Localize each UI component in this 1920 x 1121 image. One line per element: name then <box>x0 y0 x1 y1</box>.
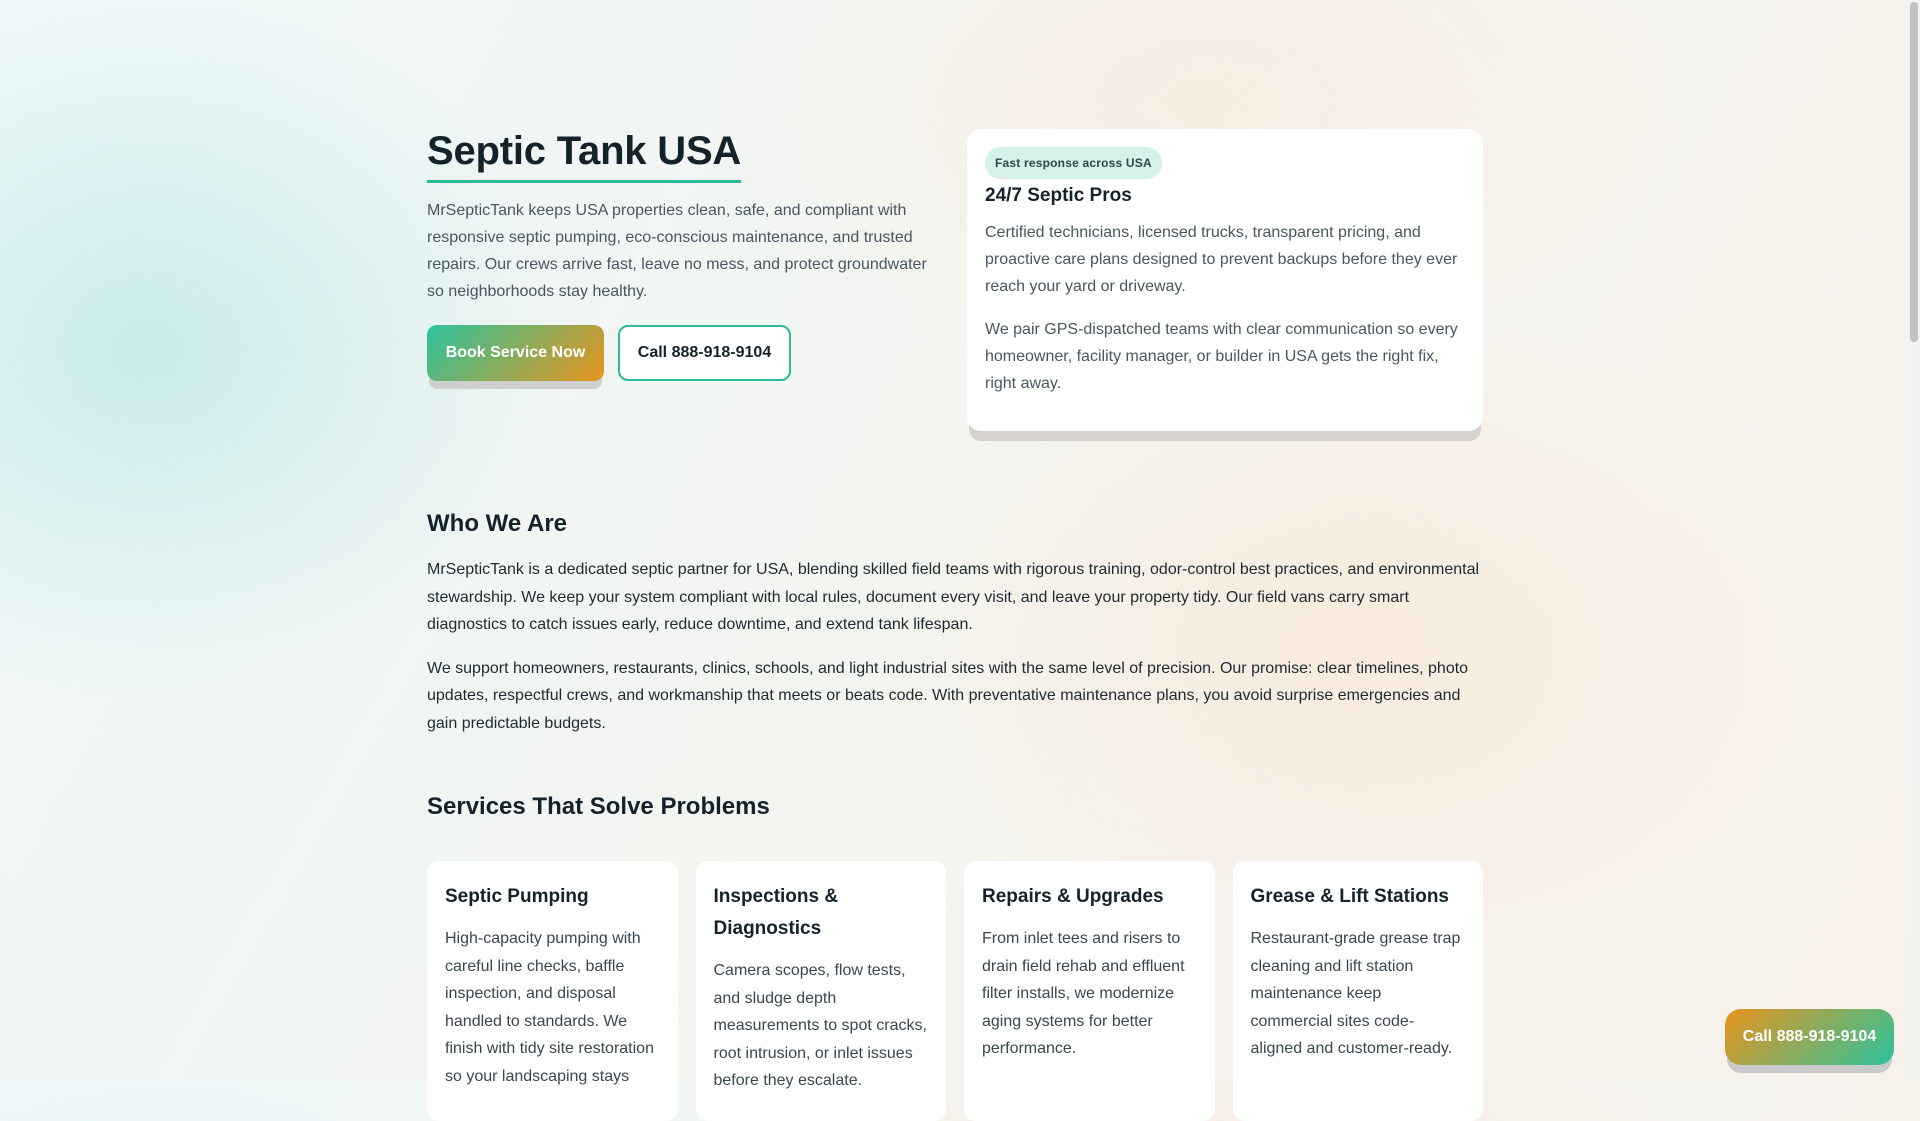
book-service-button[interactable]: Book Service Now <box>427 325 604 381</box>
card-paragraph: Certified technicians, licensed trucks, transparent pricing, and proactive care plans designed to prevent backups before they ever reach your yard or driveway. <box>985 224 1458 295</box>
response-badge: Fast response across USA <box>985 147 1162 179</box>
hero-buttons <box>427 325 947 381</box>
call-phone-button[interactable]: Call 888-918-9104 <box>618 325 791 381</box>
floating-call-button[interactable]: Call 888-918-9104 <box>1725 1009 1894 1065</box>
service-description: Restaurant-grade grease trap cleaning and lift station maintenance keep commercial sites code-aligned and customer-ready. <box>1250 930 1461 1057</box>
scrollbar-thumb[interactable] <box>1910 2 1918 342</box>
service-card <box>964 861 1215 1121</box>
section-title: Who We Are <box>427 510 568 537</box>
who-we-are-section <box>427 510 1483 737</box>
service-card <box>696 861 947 1121</box>
section-paragraph: MrSepticTank is a dedicated septic partner for USA, blending skilled field teams with rigorous training, odor-control best practices, and environmental stewardship. We keep your system compliant with local rules, document every visit, and leave your property tidy. Our field vans carry smart diagnostics to catch issues early, reduce downtime, and extend tank lifespan. <box>427 561 1480 633</box>
hero-info-card <box>967 129 1483 431</box>
service-title: Inspections & Diagnostics <box>713 886 839 939</box>
services-section <box>427 793 1483 1121</box>
service-card <box>1233 861 1484 1121</box>
card-paragraph: We pair GPS-dispatched teams with clear communication so every homeowner, facility manager, or builder in USA gets the right fix, right away. <box>985 321 1458 392</box>
hero-description: MrSepticTank keeps USA properties clean, safe, and compliant with responsive septic pumping, eco-conscious maintenance, and trusted repairs. Our crews arrive fast, leave no mess, and protect groundwater so neighborhoods stay healthy. <box>427 202 927 300</box>
service-card <box>427 861 678 1121</box>
scrollbar[interactable] <box>1908 0 1920 1080</box>
card-title: 24/7 Septic Pros <box>985 185 1132 206</box>
service-description: Camera scopes, flow tests, and sludge depth measurements to spot cracks, root intrusion, or inlet issues before they escalate. <box>713 962 927 1089</box>
section-title: Services That Solve Problems <box>427 793 770 820</box>
service-description: From inlet tees and risers to drain field rehab and effluent filter installs, we modernize aging systems for better performance. <box>982 930 1185 1057</box>
hero-intro <box>427 129 947 381</box>
page-title: Septic Tank USA <box>427 129 741 183</box>
service-title: Repairs & Upgrades <box>982 886 1164 907</box>
service-title: Grease & Lift Stations <box>1250 886 1449 907</box>
service-title: Septic Pumping <box>445 886 589 907</box>
service-grid <box>427 861 1483 1121</box>
service-description: High-capacity pumping with careful line checks, baffle inspection, and disposal handled to standards. We finish with tidy site restoration so your landscaping stays <box>445 930 654 1085</box>
section-paragraph: We support homeowners, restaurants, clinics, schools, and light industrial sites with the same level of precision. Our promise: clear timelines, photo updates, respectful crews, and workmanship that meets or beats code. With preventative maintenance plans, you avoid surprise emergencies and gain predictable budgets. <box>427 659 1469 732</box>
